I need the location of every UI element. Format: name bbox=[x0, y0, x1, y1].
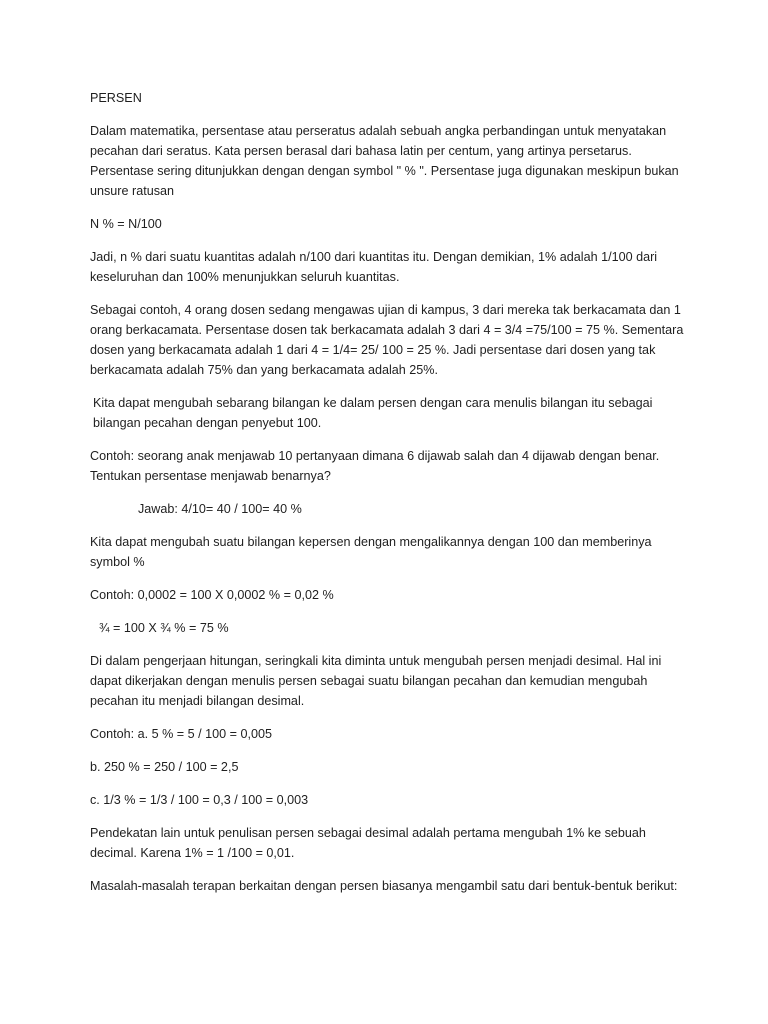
paragraph-example-question: Contoh: seorang anak menjawab 10 pertanyaan dimana 6 dijawab salah dan 4 dijawab dengan benar. Tentukan persentase menjawab benarnya? bbox=[90, 449, 660, 483]
paragraph-convert-to-percent: Kita dapat mengubah sebarang bilangan ke dalam persen dengan cara menulis bilangan itu sebagai bilangan pecahan dengan penyebut 100. bbox=[93, 396, 653, 430]
paragraph-answer: Jawab: 4/10= 40 / 100= 40 % bbox=[138, 502, 302, 516]
paragraph-applied-problems: Masalah-masalah terapan berkaitan dengan persen biasanya mengambil satu dari bentuk-bentuk berikut: bbox=[90, 879, 678, 893]
paragraph-percent-to-decimal: Di dalam pengerjaan hitungan, seringkali kita diminta untuk mengubah persen menjadi desimal. Hal ini dapat dikerjakan dengan menulis persen sebagai suatu bilangan pecahan dan kemudian mengubah pecahan itu menjadi bilangan desimal. bbox=[90, 654, 662, 708]
paragraph-alternative: Pendekatan lain untuk penulisan persen sebagai desimal adalah pertama mengubah 1% ke sebuah decimal. Karena 1% = 1 /100 = 0,01. bbox=[90, 826, 646, 860]
paragraph-example-decimal: Contoh: 0,0002 = 100 X 0,0002 % = 0,02 % bbox=[90, 588, 334, 602]
paragraph-formula: N % = N/100 bbox=[90, 217, 162, 231]
paragraph-example-b: b. 250 % = 250 / 100 = 2,5 bbox=[90, 760, 239, 774]
paragraph-multiply-100: Kita dapat mengubah suatu bilangan kepersen dengan mengalikannya dengan 100 dan memberinya symbol % bbox=[90, 535, 652, 569]
document-title: PERSEN bbox=[90, 91, 142, 105]
document-page bbox=[90, 88, 690, 909]
paragraph-example-c: c. 1/3 % = 1/3 / 100 = 0,3 / 100 = 0,003 bbox=[90, 793, 309, 807]
paragraph-example-a: Contoh: a. 5 % = 5 / 100 = 0,005 bbox=[90, 727, 273, 741]
paragraph-quantity: Jadi, n % dari suatu kuantitas adalah n/100 dari kuantitas itu. Dengan demikian, 1% adalah 1/100 dari keseluruhan dan 100% menunjukkan seluruh kuantitas. bbox=[90, 250, 658, 284]
paragraph-definition: Dalam matematika, persentase atau perseratus adalah sebuah angka perbandingan untuk menyatakan pecahan dari seratus. Kata persen berasal dari bahasa latin per centum, yang artinya persetarus. Persentase sering ditunjukkan dengan dengan symbol " % ". Persentase juga digunakan meskipun bukan unsure ratusan bbox=[90, 124, 679, 198]
paragraph-example-lecturers: Sebagai contoh, 4 orang dosen sedang mengawas ujian di kampus, 3 dari mereka tak berkacamata dan 1 orang berkacamata. Persentase dosen tak berkacamata adalah 3 dari 4 = 3/4 =75/100 = 75 %. Sementara dosen yang berkacamata adalah 1 dari 4 = 1/4= 25/ 100 = 25 %. Jadi persentase dari dosen yang tak berkacamata adalah 75% dan yang berkacamata adalah 25%. bbox=[90, 303, 684, 377]
paragraph-example-fraction: ¾ = 100 X ¾ % = 75 % bbox=[99, 621, 229, 635]
